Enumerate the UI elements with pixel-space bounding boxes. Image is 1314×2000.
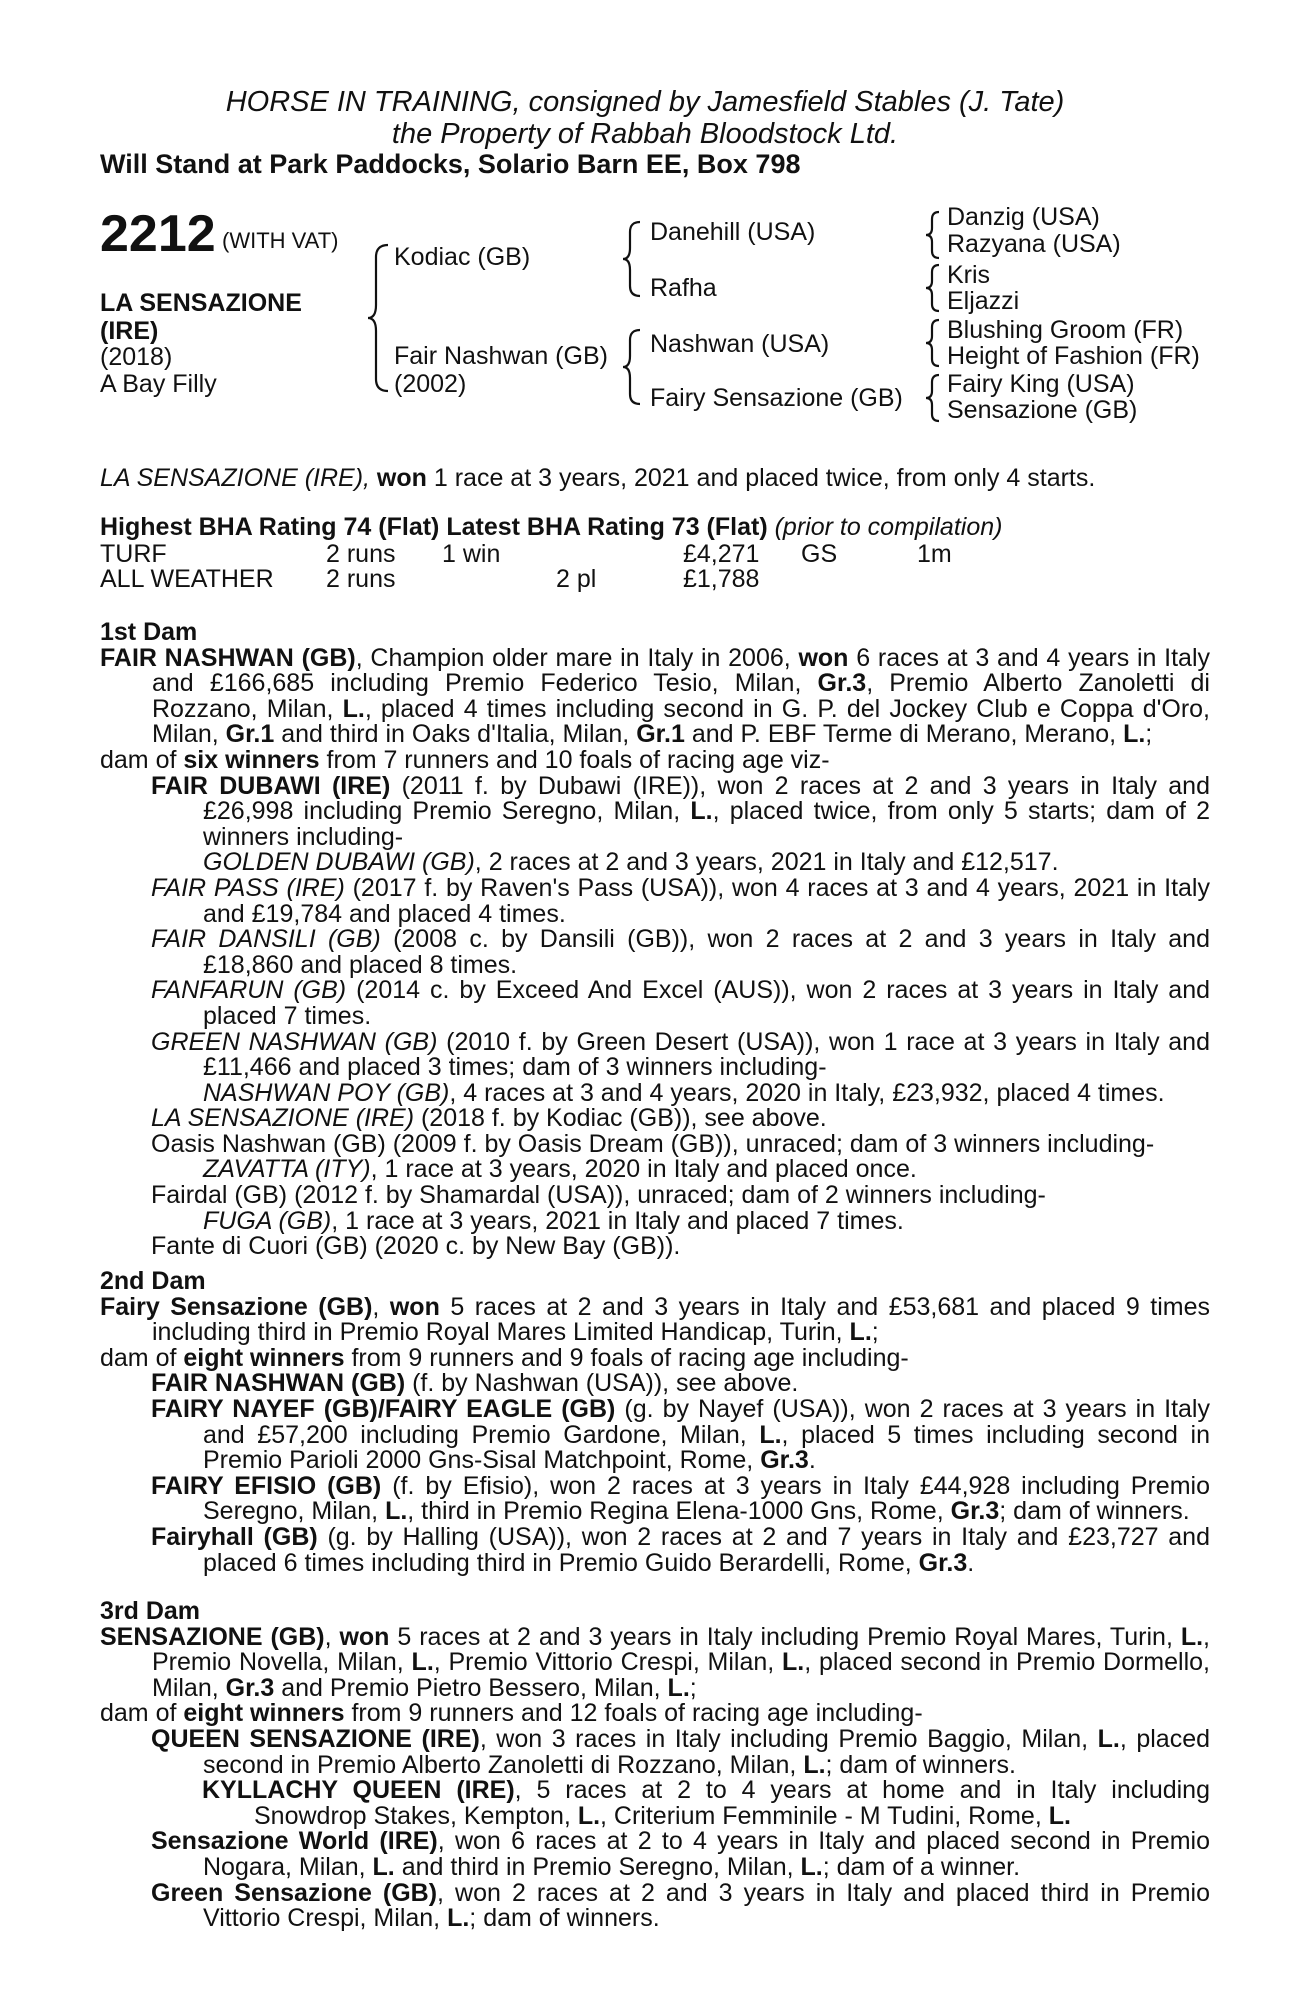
aw-placed: 2 pl [556,565,597,593]
first-dam-produce: dam of six winners from 7 runners and 10 foals of racing age viz- [100,745,830,774]
list-item: FAIRY EFISIO (GB) (f. by Efisio), won 2 races at 3 years in Italy £44,928 including Premio Seregno, Milan, L., third in Premio Regina Elena-1000 Gns, Rome, Gr.3; dam of winners. [151,1471,1210,1526]
dsd: Height of Fashion (FR) [947,342,1200,370]
list-item: ZAVATTA (ITY), 1 race at 3 years, 2020 in Italy and placed once. [203,1155,917,1184]
list-item: GREEN NASHWAN (GB) (2010 f. by Green Desert (USA)), won 1 race at 3 years in Italy and £11,466 and placed 3 times; dam of 3 winners including- [151,1027,1210,1082]
third-dam-heading: 3rd Dam [100,1597,201,1625]
pedigree-brace-dam [622,328,644,406]
sdd: Eljazzi [947,287,1020,315]
list-item: FUGA (GB), 1 race at 3 years, 2021 in Italy and placed 7 times. [203,1206,904,1235]
list-item: Green Sensazione (GB), won 2 races at 2 and 3 years in Italy and placed third in Premio Vittorio Crespi, Milan, L.; dam of winners. [151,1878,1210,1933]
sire-dam: Rafha [650,274,717,302]
second-dam-heading: 2nd Dam [100,1267,206,1295]
list-item: NASHWAN POY (GB), 4 races at 3 and 4 years, 2020 in Italy, £23,932, placed 4 times. [203,1078,1165,1107]
second-dam-record: Fairy Sensazione (GB), won 5 races at 2 and 3 years in Italy and £53,681 and placed 9 times including third in Premio Royal Mares Limited Handicap, Turin, L.; [100,1292,1210,1347]
first-dam-section [100,614,1210,1260]
sds: Kris [947,261,991,289]
pedigree-brace-sire [622,220,644,298]
horse-suffix: (IRE) [100,317,159,345]
pedigree-brace-main [368,243,390,393]
list-item: Fairdal (GB) (2012 f. by Shamardal (USA)), unraced; dam of 2 winners including- [151,1181,1046,1210]
sss: Danzig (USA) [947,203,1100,231]
turf-runs: 2 runs [326,540,396,568]
vat-label: (WITH VAT) [222,228,339,253]
rating-note: (prior to compilation) [774,513,1003,541]
list-item: Oasis Nashwan (GB) (2009 f. by Oasis Dream (GB)), unraced; dam of 3 winners including- [151,1129,1155,1158]
owner-line: the Property of Rabbah Bloodstock Ltd. [391,118,899,150]
pedigree-brace-sd [924,263,942,313]
aw-surface: ALL WEATHER [100,565,274,593]
aw-runs: 2 runs [326,565,396,593]
list-item: FAIR NASHWAN (GB) (f. by Nashwan (USA)), see above. [151,1369,799,1398]
list-item: KYLLACHY QUEEN (IRE), 5 races at 2 to 4 years at home and in Italy including Snowdrop Stakes, Kempton, L., Criterium Femminile - M Tudini, Rome, L. [202,1776,1210,1830]
summary-name: LA SENSAZIONE (IRE), [100,464,370,492]
list-item: FANFARUN (GB) (2014 c. by Exceed And Excel (AUS)), won 2 races at 3 years in Italy and placed 7 times. [151,976,1211,1030]
pedigree-brace-dd [924,373,942,423]
list-item: FAIR DUBAWI (IRE) (2011 f. by Dubawi (IRE)), won 2 races at 2 and 3 years in Italy and £26,998 including Premio Seregno, Milan, L., placed twice, from only 5 starts; dam of 2 winners including- [151,771,1211,851]
dam-year: (2002) [394,370,467,398]
rating-text: Highest BHA Rating 74 (Flat) Latest BHA Rating 73 (Flat) [100,513,768,541]
dam-dam: Fairy Sensazione (GB) [650,384,903,412]
dds: Fairy King (USA) [947,370,1135,398]
list-item: FAIRY NAYEF (GB)/FAIRY EAGLE (GB) (g. by Nayef (USA)), won 2 races at 3 years in Italy and £57,200 including Premio Gardone, Milan, L., placed 5 times including second in Premio Parioli 2000 Gns-Sisal Matchpoint, Rome, Gr.3. [151,1394,1210,1475]
aw-prize: £1,788 [683,565,760,593]
turf-wins: 1 win [442,540,501,568]
ddd: Sensazione (GB) [947,396,1138,424]
bha-rating [100,513,1002,541]
list-item: FAIR PASS (IRE) (2017 f. by Raven's Pass (USA)), won 4 races at 3 and 4 years, 2021 in Italy and £19,784 and placed 4 times. [151,873,1210,928]
turf-going: GS [801,540,838,568]
list-item: GOLDEN DUBAWI (GB), 2 races at 2 and 3 years, 2021 in Italy and £12,517. [203,848,1059,877]
turf-prize: £4,271 [683,540,760,568]
summary-text: 1 race at 3 years, 2021 and placed twice, from only 4 starts. [433,464,1096,492]
dss: Blushing Groom (FR) [947,316,1184,344]
turf-distance: 1m [917,540,952,568]
list-item: Fante di Cuori (GB) (2020 c. by New Bay (GB)). [151,1232,681,1261]
third-dam-produce: dam of eight winners from 9 runners and 12 foals of racing age including- [100,1699,923,1728]
second-dam-produce: dam of eight winners from 9 runners and 9 foals of racing age including- [100,1343,909,1372]
list-item: LA SENSAZIONE (IRE) (2018 f. by Kodiac (GB)), see above. [151,1104,827,1133]
list-item: Sensazione World (IRE), won 6 races at 2 to 4 years in Italy and placed second in Premio Nogara, Milan, L. and third in Premio Seregno, Milan, L.; dam of a winner. [151,1827,1210,1881]
turf-surface: TURF [100,540,167,568]
lot-number: 2212 [100,205,216,263]
pedigree-brace-ss [924,210,942,260]
list-item: Fairyhall (GB) (g. by Halling (USA)), won 2 races at 2 and 7 years in Italy and £23,727 and placed 6 times including third in Premio Guido Berardelli, Rome, Gr.3. [151,1522,1210,1577]
ssd: Razyana (USA) [947,230,1121,258]
first-dam-record: FAIR NASHWAN (GB), Champion older mare in Italy in 2006, won 6 races at 3 and 4 years in Italy and £166,685 including Premio Federico Tesio, Milan, Gr.3, Premio Alberto Zanoletti di Rozzano, Milan, L., placed 4 times including second in G. P. del Jockey Club e Coppa d'Oro, Milan, Gr.1 and third in Oaks d'Italia, Milan, Gr.1 and P. EBF Terme di Merano, Merano, L.; [100,643,1210,749]
third-dam-record: SENSAZIONE (GB), won 5 races at 2 and 3 years in Italy including Premio Royal Mares, Turin, L., Premio Novella, Milan, L., Premio Vittorio Crespi, Milan, L., placed second in Premio Dormello, Milan, Gr.3 and Premio Pietro Bessero, Milan, L.; [100,1622,1210,1702]
horse-name: LA SENSAZIONE [100,289,302,317]
consignor-line: HORSE IN TRAINING, consigned by Jamesfield Stables (J. Tate) [225,86,1065,118]
sire-sire: Danehill (USA) [650,218,816,246]
first-dam-heading: 1st Dam [100,618,198,646]
summary-won: won [376,464,427,492]
second-dam-section [100,1263,1210,1576]
horse-description: A Bay Filly [100,370,217,398]
location-line: Will Stand at Park Paddocks, Solario Barn EE, Box 798 [100,149,801,179]
horse-year: (2018) [100,343,173,371]
dam-sire: Nashwan (USA) [650,330,830,358]
race-summary [100,464,1095,493]
pedigree-brace-ds [924,318,942,368]
dam: Fair Nashwan (GB) [394,342,608,370]
list-item: QUEEN SENSAZIONE (IRE), won 3 races in Italy including Premio Baggio, Milan, L., placed second in Premio Alberto Zanoletti di Rozzano, Milan, L.; dam of winners. [151,1724,1211,1779]
third-dam-section [100,1593,1210,1932]
sire: Kodiac (GB) [394,243,531,271]
list-item: FAIR DANSILI (GB) (2008 c. by Dansili (GB)), won 2 races at 2 and 3 years in Italy and £18,860 and placed 8 times. [151,925,1210,979]
